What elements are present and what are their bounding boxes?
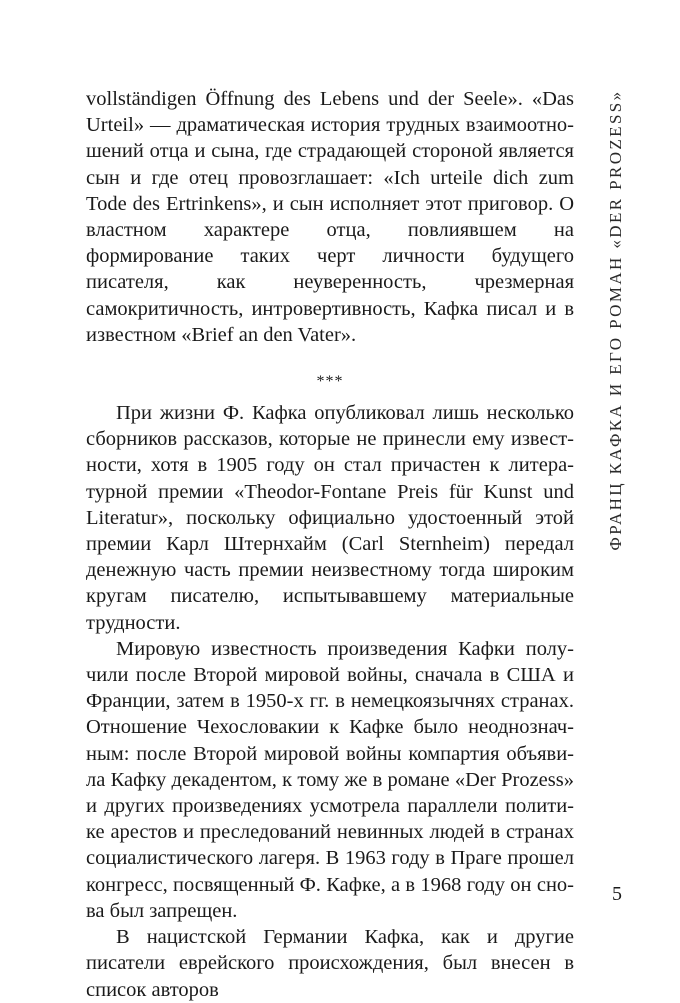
page-number: 5 xyxy=(612,883,622,905)
paragraph-lifetime-publications: При жизни Ф. Кафка опубликовал лишь несколько сборников рассказов, которые не принесли ему известности, хотя в 1905 году он стал причастен к литературной премии «Theodor-Fontane Preis für Kunst und Literatur», поскольку официально удостоенный этой премии Карл Штернхайм (Carl Sternheim) передал денежную часть премии неизвестному тогда широким кругам писателю, испытывавшему материальные трудности. xyxy=(86,402,574,634)
paragraph-nazi-germany: В нацистской Германии Кафка, как и другие писатели еврейского происхождения, был внесен в список авторов xyxy=(86,926,574,1001)
main-text xyxy=(86,86,574,1003)
running-head-container xyxy=(576,0,656,975)
running-head-title: ФРАНЦ КАФКА И ЕГО РОМАН «DER PROZESS» xyxy=(606,89,625,551)
paragraph-world-fame: Мировую известность произведения Кафки получили после Второй мировой войны, сначала в США и Франции, затем в 1950-х гг. в немецкоязычнях странах. Отношение Чехословакии к Кафке было неоднозначным: после Второй мировой войны компартия объявила Кафку декадентом, к тому же в романе «Der Prozess» и других произведениях усмотрела параллели политике арестов и преследований невинных людей в странах социалистического лагеря. В 1963 году в Праге прошел конгресс, посвященный Ф. Кафке, а в 1968 году он снова был запрещен. xyxy=(86,637,574,922)
section-break-asterism: *** xyxy=(316,373,344,391)
paragraph-continuation: vollständigen Öffnung des Lebens und der Seele». «Das Urteil» — драматическая история трудных взаимоотношений отца и сына, где страдающей стороной является сын и где отец провозглашает: «Ich urteile dich zum Tode des Ertrinkens», и сын исполняет этот приговор. О властном характере отца, повлиявшем на формирование таких черт личности будущего писателя, как неуверенность, чрезмерная самокритичность, интровертивность, Кафка писал и в известном «Brief an den Vater». xyxy=(86,88,574,346)
